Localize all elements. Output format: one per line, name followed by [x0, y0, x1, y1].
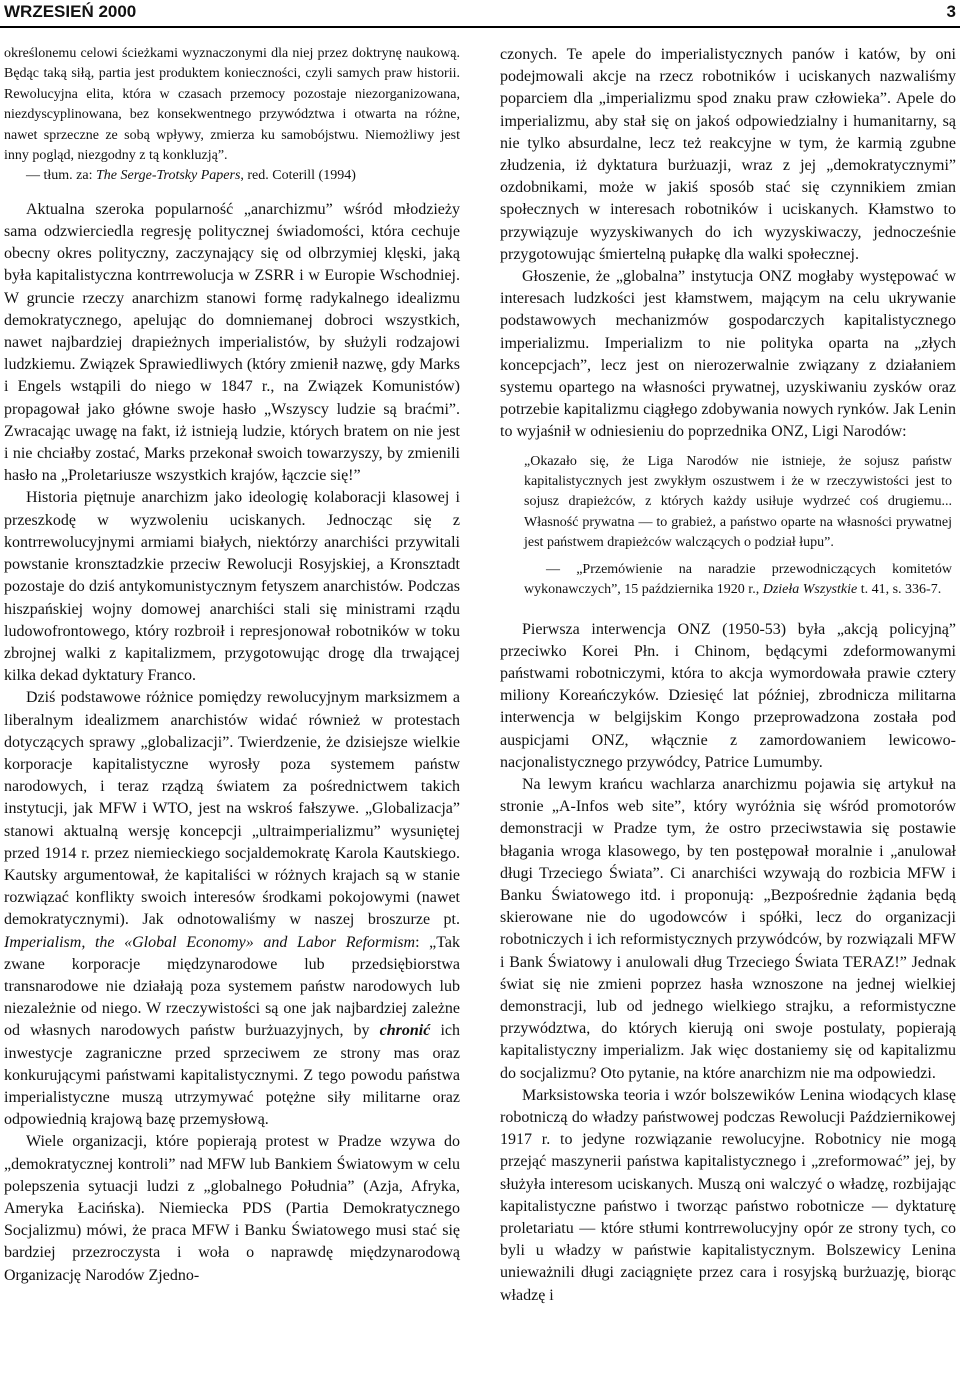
lenin-quote-source: [524, 560, 952, 601]
spacer: [500, 601, 956, 619]
paragraph-segment: Dziś podstawowe różnice pomiędzy rewolucyjnym marksizmem a liberalnym idealizmem anarchistów widać również w protestach dotyczących sprawy „globalizacji”. Twierdzenie, że dzisiejsze wielkie korporacje kapitalistyczne wyrosły poza systemem państw narodowych, i teraz rządzą światem za pośrednictwem takich instytucji, jak MFW i WTO, jest na wskroś fałszywe. „Globalizacja” stanowi aktualną wersję koncepcji „ultraimperializmu” wysuniętej przed 1914 r. przez niemieckiego socjaldemokratę Karola Kautskiego. Kautsky argumentował, że kapitaliści w różnych krajach są w stanie rozwiązać konflikty swoich interesów środkami pokojowymi (nawet demokratycznymi). Jak odnotowaliśmy w naszej broszurze pt.: [4, 689, 460, 929]
paragraph: Wiele organizacji, które popierają protest w Pradze wzywa do „demokratycznej kontroli” nad MFW lub Bankiem Światowym w celu polepszenia sytuacji ludzi z „globalnego Południa” (Azja, Afryka, Ameryka Łacińska). Niemiecka PDS (Partia Demokratycznego Socjalizmu) mówi, że praca MFW i Banku Światowego musi stać się bardziej przezroczysta i woła o naprawdę międzynarodową Organizację Narodów Zjedno-: [4, 1133, 460, 1284]
right-column: [500, 44, 956, 1307]
paragraph: Historia piętnuje anarchizm jako ideologię kolaboracji klasowej i przeszkodę w wyzwoleniu uciskanych. Jednocząc się z kontrrewolucyjnymi armiami białych, niektórzy anarchiści przywitali powstanie kronsztadzkie przeciw Rewolucji Rosyjskiej, a Kronsztadt pozostaje do dziś antykomunistycznym fetyszem anarchistów. Podczas hiszpańskiej wojny domowej anarchiści stali się ministrami rządu ludowofrontowego, który rozbroił i represjonował robotników w toku zbrojnej walki z kapitalizmem, przygotowując drogę dla trwającej kilka dekad dyktatury Franco.: [4, 489, 460, 685]
paragraph: [4, 687, 460, 1131]
lenin-quote-source-prefix: — „Przemówienie na naradzie przewodniczących komitetów wykonawczych”, 15 października 1920 r.,: [524, 561, 952, 598]
issue-date: WRZESIEŃ 2000: [4, 2, 137, 21]
lenin-quote-source-suffix: t. 41, s. 336-7.: [857, 582, 942, 598]
paragraph: Na lewym krańcu wachlarza anarchizmu pojawia się artykuł na stronie „A-Infos web site”, który wyróżnia się wśród promotorów demonstracji w Pradze tym, że ostro przeciwstawia się postawie błagania wroga klasowego, by ten postępował moralnie i „anulował długi Trzeciego Świata”. Ci anarchiści wzywają do rozbicia MFW i Banku Światowego itd. i proponują: „Bezpośrednie żądania będą skierowane nie do ugodowców i spółki, lecz do organizacji robotniczych i ich reformistycznych przywódców, by rozwiązali MFW i Bank Światowy i anulowali dług Trzeciego Świata TERAZ!” Jednak świat się nie zmieni poprzez hasła wznoszone na jednej wielkiej demonstracji, lub od jednego wielkiego strajku, a reformistyczne przywództwa, do których kierują oni swoje postulaty, popierają kapitalistyczny imperializm. Jak więc dostaniemy się od kapitalizmu do socjalizmu? Oto pytanie, na które anarchizm nie ma odpowiedzi.: [500, 775, 956, 1082]
paragraph-segment: ich inwestycje zagraniczne przed sprzeciwem ze strony mas oraz konkurującymi państwami kapitalistycznymi. Z tego powodu państwa imperialistyczne muszą utrzymywać potężne siły militarne oraz odpowiednią krajową bazę przemysłową.: [4, 1022, 460, 1129]
intro-quote-source: [4, 166, 460, 186]
left-column: [4, 44, 460, 1287]
intro-quote-source-suffix: , red. Coterill (1994): [240, 168, 356, 184]
paragraph: Aktualna szeroka popularność „anarchizmu” wśród młodzieży sama odzwierciedla regresję politycznej świadomości, która cechuje obecny okres polityczny, zaczynający się od olbrzymiej klęski, jaką była kapitalistyczna kontrrewolucja w ZSRR i w Europie Wschodniej. W gruncie rzeczy anarchizm stanowi formę radykalnego idealizmu demokratycznego, apelując do domniemanej dobroci wszystkich, nawet najbardziej drapieżnych imperialistów, by służyli rodzajowi ludzkiemu. Związek Sprawiedliwych (który zmienił nazwę, gdy Marks i Engels wstąpili do niego w 1847 r., na Związek Komunistów) propagował jako główne swoje hasło „Wszyscy ludzie są braćmi”. Zwracając uwagę na fakt, iż istnieją ludzie, których bratem on nie jest i nie chciałby zostać, Marks przekonał swoich towarzyszy, by zmienili hasło na „Proletariusze wszystkich krajów, łączcie się!”: [4, 200, 460, 485]
lenin-quote-source-title: Dzieła Wszystkie: [762, 582, 858, 598]
brochure-title: Imperialism, the «Global Economy» and Labor Reformism: [4, 933, 416, 951]
paragraph-segment: : „Tak zwane korporacje międzynarodowe lub przedsiębiorstwa transnarodowe nie działają poza systemem państw narodowych lub niezależnie od niego. W rzeczywistości są one jak najbardziej zależne od własnych narodowych państw burżuazyjnych, by: [4, 933, 460, 1040]
page-number: 3: [946, 2, 956, 21]
page-header: [0, 0, 960, 28]
lenin-quote-text: „Okazało się, że Liga Narodów nie istnieje, że sojusz państw kapitalistycznych jest zwykłym oszustwem i że w rzeczywistości jest to sojusz drapieżców, z których każdy usiłuje wydrzeć coś drugiemu... Własność prywatna — to grabież, a państwo oparte na własności prywatnej jest państwem drapieżców walczących o podział łupu”.: [524, 453, 952, 551]
intro-quote: [4, 44, 460, 187]
intro-quote-text: określonemu celowi ścieżkami wyznaczonymi dla niej przez doktrynę naukową. Będąc taką siłą, partia jest produktem konieczności, czyli samych praw historii. Rewolucyjna elita, która w czasach przemocy pozostaje niezorganizowana, niezdyscyplinowana, bez konsekwentnego przywództwa i otwarta na różne, nawet sprzeczne ze sobą wpływy, zmierza ku samobójstwu. Niemożliwy jest inny pogląd, niezgodny z tą konkluzją”.: [4, 46, 460, 164]
paragraph: czonych. Te apele do imperialistycznych panów i katów, by oni podejmowali akcje na rzecz robotników i uciskanych nazwaliśmy poparciem dla „imperializmu spod znaku praw człowieka”. Apele do imperializmu, aby stał się on jakoś odpowiedzialny i humanitarny, są nie tylko absurdalne, lecz też reakcyjne w tym, że karmią zgubne złudzenia, iż dyktatura burżuazji, wraz z jej „demokratycznymi” ozdobnikami, może w jakiś sposób stać się czynnikiem zmian społecznych w interesach robotników i uciskanych. Kłamstwo to przywiązuje wyzyskiwanych do ich wyzyskiwaczy, jednocześnie przygotowując śmiertelną pułapkę dla walki społecznej.: [500, 46, 956, 263]
intro-quote-source-title: The Serge-Trotsky Papers: [96, 168, 241, 184]
paragraph: Głoszenie, że „globalna” instytucja ONZ mogłaby występować w interesach ludzkości jest kłamstwem, mającym na celu ukrywanie podstawowych mechanizmów gospodarczych kapitalistycznego imperializmu. Imperializm to nie polityka oparta na „złych koncepcjach”, lecz jest on nierozerwalnie związany z działaniem systemu opartego na własności prywatnej, uzyskiwaniu zysków oraz potrzebie kapitalizmu ciągłego zdobywania nowych rynków. Jak Lenin to wyjaśnił w odniesieniu do poprzednika ONZ, Ligi Narodów:: [500, 268, 956, 441]
emphasis: chronić: [379, 1022, 431, 1040]
lenin-quote: [500, 452, 956, 601]
paragraph: Pierwsza interwencja ONZ (1950-53) była „akcją policyjną” przeciwko Korei Płn. i Chinom, będącymi zdeformowanymi państwami robotniczymi, która to akcja wymordowała prawie cztery miliony Koreańczyków. Dziesięć lat później, zbrodnicza militarna interwencja w belgijskim Kongo przeprowadzona została pod auspicjami ONZ, włącznie z zamordowaniem lewicowo-nacjonalistycznego przywódcy, Patrice Lumumby.: [500, 620, 956, 771]
paragraph: Marksistowska teoria i wzór bolszewików Lenina wiodących klasę robotniczą do władzy państwowej podczas Rewolucji Październikowej 1917 r. to jedyne rozwiązanie rewolucyjne. Robotnicy nie mogą przejąć maszynerii państwa kapitalistycznego i „zreformować” jej, by służyła interesom uciskanych. Muszą oni walczyć o władzę, rozbijając kapitalistyczne państwo i tworząc państwo robotnicze — dyktaturę proletariatu — które stłumi kontrrewolucyjny opór ze strony tych, co byli u władzy w państwie kapitalistycznym. Bolszewicy Lenina unieważnili długi zaciągnięte przez cara i rosyjską burżuazję, biorąc władzę i: [500, 1086, 956, 1304]
intro-quote-source-prefix: — tłum. za:: [26, 168, 96, 184]
